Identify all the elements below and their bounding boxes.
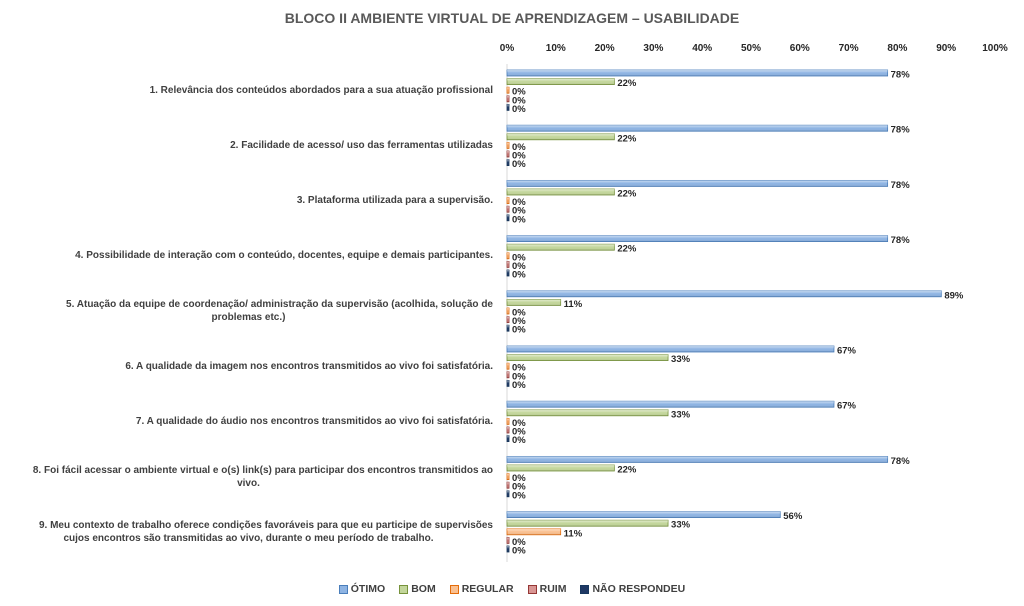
data-label: 0% <box>512 379 526 391</box>
data-label: 11% <box>563 298 583 310</box>
legend-swatch <box>580 585 589 594</box>
x-tick-label: 20% <box>594 43 615 54</box>
bar-highlight <box>507 198 509 204</box>
category-label-line: problemas etc.) <box>211 312 286 323</box>
x-tick-label: 90% <box>936 43 957 54</box>
bar-highlight <box>507 401 834 407</box>
data-label: 0% <box>512 426 526 438</box>
legend-swatch <box>450 585 459 594</box>
data-label: 33% <box>671 409 691 421</box>
data-label: 67% <box>836 400 856 412</box>
bar-highlight <box>507 482 509 488</box>
category-label <box>4 464 493 490</box>
bar-highlight <box>507 79 614 85</box>
bar-highlight <box>507 96 509 102</box>
bar-highlight <box>507 104 509 110</box>
data-label: 56% <box>783 511 803 523</box>
data-label: 0% <box>512 103 526 115</box>
category-label <box>4 139 493 152</box>
bar-highlight <box>507 427 509 433</box>
bar-highlight <box>507 529 561 535</box>
bar-highlight <box>507 160 509 166</box>
bar-highlight <box>507 520 668 526</box>
legend-item <box>450 583 514 595</box>
category-label <box>4 298 493 324</box>
bar-highlight <box>507 436 509 442</box>
chart-title: BLOCO II AMBIENTE VIRTUAL DE APRENDIZAGEM – USABILIDADE <box>284 10 740 26</box>
bar-highlight <box>507 70 888 76</box>
bar-highlight <box>507 261 509 267</box>
category-label <box>4 360 493 373</box>
bar-highlight <box>507 142 509 148</box>
x-tick-label: 0% <box>499 43 515 54</box>
data-label: 22% <box>617 188 637 200</box>
category-label-line: 5. Atuação da equipe de coordenação/ administração da supervisão (acolhida, solução de <box>66 299 493 310</box>
category-label <box>4 194 493 207</box>
legend-item <box>399 583 436 595</box>
bar-highlight <box>507 87 509 93</box>
category-label-line: 4. Possibilidade de interação com o conteúdo, docentes, equipe e demais participantes. <box>75 250 493 262</box>
data-label: 0% <box>512 417 526 429</box>
data-label: 0% <box>512 316 526 328</box>
data-label: 0% <box>512 252 526 264</box>
data-label: 33% <box>671 519 691 531</box>
bar-highlight <box>507 151 509 157</box>
data-label: 22% <box>617 464 637 476</box>
x-tick-label: 60% <box>789 43 810 54</box>
data-label: 0% <box>512 371 526 383</box>
x-tick-label: 70% <box>838 43 859 54</box>
bar-highlight <box>507 236 888 242</box>
bar-highlight <box>507 491 509 497</box>
data-label: 0% <box>512 260 526 272</box>
data-label: 0% <box>512 490 526 502</box>
x-tick-label: 40% <box>692 43 713 54</box>
legend-label: NÃO RESPONDEU <box>592 583 686 595</box>
bar-highlight <box>507 134 614 140</box>
bar-highlight <box>507 474 509 480</box>
bar-highlight <box>507 418 509 424</box>
bar-highlight <box>507 363 509 369</box>
bar-highlight <box>507 215 509 221</box>
legend-item <box>339 583 385 595</box>
bar-highlight <box>507 189 614 195</box>
category-label-line: vivo. <box>237 477 260 489</box>
category-label <box>4 249 493 262</box>
category-label-line: 2. Facilidade de acesso/ uso das ferramentas utilizadas <box>230 139 493 151</box>
data-label: 0% <box>512 150 526 162</box>
bar-highlight <box>507 244 614 250</box>
data-label: 22% <box>617 78 637 90</box>
data-label: 0% <box>512 481 526 493</box>
legend-label: BOM <box>411 583 436 595</box>
legend-item <box>528 583 567 595</box>
bar-highlight <box>507 299 561 305</box>
bar-highlight <box>507 380 509 386</box>
category-label <box>4 519 493 545</box>
category-label-line: 7. A qualidade do áudio nos encontros transmitidos ao vivo foi satisfatória. <box>135 415 493 427</box>
bar-highlight <box>507 372 509 378</box>
category-label-line: 1. Relevância dos conteúdos abordados para a sua atuação profissional <box>149 84 493 96</box>
bar-highlight <box>507 456 888 462</box>
data-label: 0% <box>512 197 526 209</box>
data-label: 22% <box>617 133 637 145</box>
legend <box>0 583 1024 595</box>
bar-highlight <box>507 206 509 212</box>
data-label: 78% <box>890 124 910 136</box>
bar-highlight <box>507 546 509 552</box>
data-label: 0% <box>512 214 526 226</box>
bar-highlight <box>507 537 509 543</box>
bar-highlight <box>507 325 509 331</box>
data-label: 0% <box>512 473 526 485</box>
data-label: 89% <box>944 290 964 302</box>
category-label-line: cujos encontros são transmitidas ao vivo, durante o meu período de trabalho. <box>63 532 434 544</box>
data-label: 67% <box>836 345 856 357</box>
category-label-line: 3. Plataforma utilizada para a supervisão. <box>296 195 493 207</box>
legend-swatch <box>528 585 537 594</box>
bar-highlight <box>507 512 780 518</box>
bar-highlight <box>507 465 614 471</box>
legend-label: REGULAR <box>461 583 514 595</box>
x-tick-label: 80% <box>887 43 908 54</box>
data-label: 0% <box>512 307 526 319</box>
x-tick-label: 10% <box>545 43 566 54</box>
bar-highlight <box>507 355 668 361</box>
category-label-line: 9. Meu contexto de trabalho oferece condições favoráveis para que eu participe de supervisões <box>38 519 493 531</box>
bar-highlight <box>507 125 888 131</box>
data-label: 0% <box>512 545 526 557</box>
bar-highlight <box>507 410 668 416</box>
bar-highlight <box>507 308 509 314</box>
category-label <box>4 84 493 97</box>
category-label-line: 8. Foi fácil acessar o ambiente virtual e o(s) link(s) para participar dos encontros transmitidos ao <box>32 464 493 476</box>
data-label: 0% <box>512 324 526 336</box>
data-label: 0% <box>512 95 526 107</box>
data-label: 78% <box>890 235 910 247</box>
data-label: 0% <box>512 435 526 447</box>
data-label: 78% <box>890 455 910 467</box>
data-label: 78% <box>890 179 910 191</box>
legend-swatch <box>399 585 408 594</box>
data-label: 22% <box>617 243 637 255</box>
legend-label: ÓTIMO <box>350 583 386 595</box>
data-label: 0% <box>512 205 526 217</box>
x-tick-label: 30% <box>643 43 664 54</box>
bar-highlight <box>507 291 941 297</box>
legend-swatch <box>339 585 348 594</box>
bar-highlight <box>507 270 509 276</box>
bar-highlight <box>507 317 509 323</box>
data-label: 0% <box>512 86 526 98</box>
legend-label: RUIM <box>539 583 567 595</box>
x-tick-label: 50% <box>740 43 762 54</box>
data-label: 0% <box>512 269 526 281</box>
data-label: 0% <box>512 141 526 153</box>
data-label: 0% <box>512 159 526 171</box>
category-label-line: 6. A qualidade da imagem nos encontros transmitidos ao vivo foi satisfatória. <box>125 360 493 372</box>
data-label: 0% <box>512 362 526 374</box>
bar-highlight <box>507 253 509 259</box>
x-tick-label: 100% <box>982 43 1008 54</box>
bar-highlight <box>507 180 888 186</box>
data-label: 0% <box>512 536 526 548</box>
data-label: 33% <box>671 354 691 366</box>
data-label: 78% <box>890 69 910 81</box>
legend-item <box>580 583 685 595</box>
category-label <box>4 415 493 428</box>
bar-highlight <box>507 346 834 352</box>
data-label: 11% <box>563 528 583 540</box>
